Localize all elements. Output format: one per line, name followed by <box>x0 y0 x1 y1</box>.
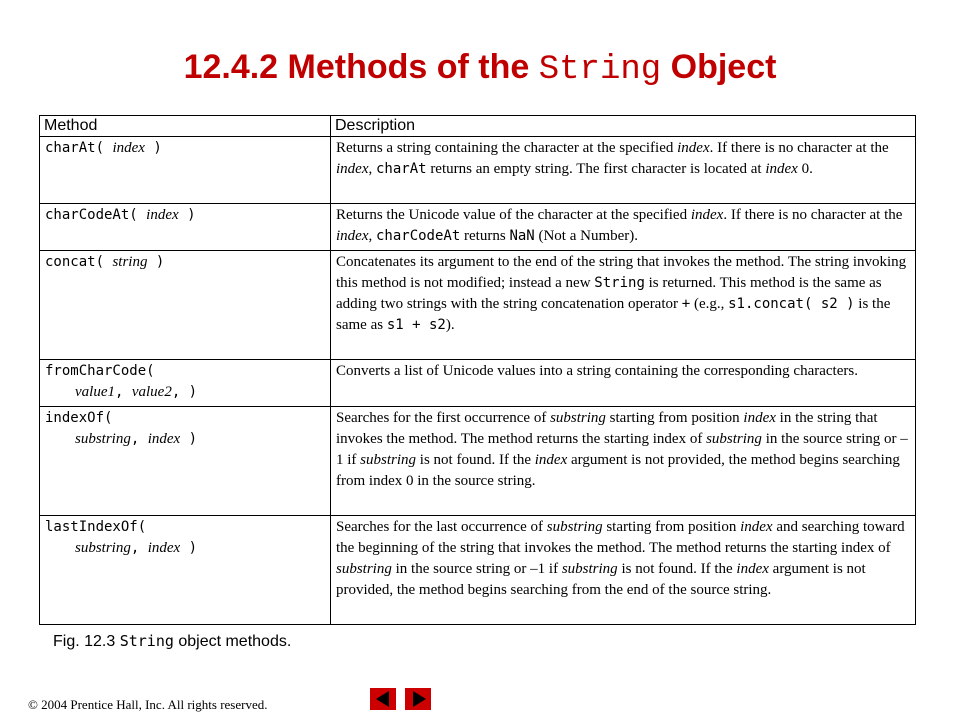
description-cell <box>331 137 916 204</box>
method-arg: substring <box>75 540 131 556</box>
desc-text: Returns a string containing the character at the specified <box>336 140 678 156</box>
desc-text: returns <box>460 228 510 244</box>
table-row <box>40 251 916 360</box>
caption-text-end: object methods. <box>173 633 292 650</box>
table-header-row <box>40 116 916 137</box>
desc-text: in the source string or –1 if <box>336 431 908 468</box>
method-sep: , <box>114 384 132 400</box>
desc-italic: substring <box>360 452 417 468</box>
method-cell <box>40 204 331 251</box>
page-title <box>0 48 960 89</box>
method-cell <box>40 360 331 407</box>
desc-code: s1.concat( s2 ) <box>728 296 855 312</box>
desc-italic: substring <box>706 431 762 447</box>
title-text-end: Object <box>661 48 777 86</box>
table-row <box>40 360 916 407</box>
description-cell <box>331 204 916 251</box>
desc-text: (Not a Number). <box>534 228 639 244</box>
table-row <box>40 407 916 516</box>
desc-text: Returns the Unicode value of the character at the specified <box>336 207 691 223</box>
desc-italic: substring <box>546 519 603 535</box>
desc-code: String <box>594 275 645 291</box>
table-row <box>40 516 916 625</box>
table-row <box>40 137 916 204</box>
desc-italic: index <box>336 228 369 244</box>
desc-text: in the string that invokes the method. The method returns the starting index of <box>336 410 878 447</box>
desc-italic: substring <box>561 561 618 577</box>
method-arg: index <box>112 140 145 156</box>
description-cell <box>331 516 916 625</box>
table-row <box>40 204 916 251</box>
title-text: 12.4.2 Methods of the <box>183 48 539 86</box>
figure-caption <box>53 632 291 651</box>
method-arg: index <box>147 540 181 556</box>
description-cell <box>331 407 916 516</box>
method-arg: index <box>147 431 181 447</box>
desc-italic: index <box>336 161 369 177</box>
method-cell <box>40 516 331 625</box>
caption-text: Fig. 12.3 <box>53 633 120 650</box>
method-name: charCodeAt( <box>45 207 147 223</box>
right-arrow-icon <box>413 691 426 707</box>
desc-text: argument is not provided, the method begins searching from index 0 in the source string. <box>336 452 900 489</box>
method-args-line <box>45 538 326 559</box>
desc-text: . If there is no character at the <box>709 140 889 156</box>
desc-code: + <box>681 296 691 312</box>
left-arrow-icon <box>376 691 389 707</box>
desc-italic: index <box>765 161 798 177</box>
desc-text: , <box>368 228 376 244</box>
caption-code: String <box>119 632 174 650</box>
desc-text: . If there is no character at the <box>723 207 903 223</box>
desc-text: is the same as <box>336 296 891 333</box>
method-cell <box>40 407 331 516</box>
method-args-line <box>45 382 326 403</box>
title-code: String <box>538 51 662 89</box>
desc-italic: index <box>534 452 568 468</box>
method-name: lastIndexOf( <box>45 519 147 535</box>
desc-italic: index <box>690 207 724 223</box>
method-name: indexOf( <box>45 410 113 426</box>
description-cell <box>331 251 916 360</box>
desc-text: in the source string or –1 if <box>391 561 562 577</box>
method-arg: value2 <box>131 384 172 400</box>
desc-text: Searches for the last occurrence of <box>336 519 547 535</box>
desc-text: Converts a list of Unicode values into a string containing the corresponding characters. <box>336 363 858 379</box>
previous-slide-button[interactable] <box>370 688 396 710</box>
desc-text: (e.g., <box>690 296 729 312</box>
method-close: , ) <box>171 384 198 400</box>
desc-text: Concatenates its argument to the end of the string that invokes the method. The string invoking this method is not modified; instead a new <box>336 254 907 291</box>
method-close: ) <box>147 254 165 270</box>
desc-italic: substring <box>550 410 606 426</box>
desc-text: Searches for the first occurrence of <box>336 410 551 426</box>
desc-text: is returned. This method is the same as adding two strings with the string concatenation operator <box>336 275 882 312</box>
method-close: ) <box>144 140 162 156</box>
method-cell <box>40 251 331 360</box>
method-close: ) <box>180 431 198 447</box>
desc-code: charAt <box>375 161 427 177</box>
method-arg: index <box>146 207 179 223</box>
method-name: concat( <box>45 254 113 270</box>
desc-code: charCodeAt <box>375 228 461 244</box>
header-method: Method <box>40 116 331 137</box>
desc-code: s1 + s2 <box>386 317 446 333</box>
desc-italic: index <box>743 410 776 426</box>
desc-text: and searching toward the beginning of the string that invokes the method. The method returns the starting index of <box>336 519 905 556</box>
desc-italic: index <box>736 561 769 577</box>
desc-italic: index <box>677 140 710 156</box>
method-arg: substring <box>75 431 131 447</box>
methods-table <box>39 115 916 625</box>
method-sep: , <box>130 431 148 447</box>
header-description: Description <box>331 116 916 137</box>
desc-text: 0. <box>797 161 813 177</box>
method-close: ) <box>178 207 196 223</box>
method-args-line <box>45 429 326 450</box>
method-sep: , <box>130 540 148 556</box>
copyright-footer: © 2004 Prentice Hall, Inc. All rights reserved. <box>28 697 268 712</box>
desc-text: starting from position <box>602 519 741 535</box>
desc-text: , <box>368 161 376 177</box>
desc-italic: index <box>740 519 773 535</box>
next-slide-button[interactable] <box>405 688 431 710</box>
description-cell <box>331 360 916 407</box>
desc-text: ). <box>445 317 455 333</box>
desc-code: NaN <box>509 228 535 244</box>
method-name: fromCharCode( <box>45 363 155 379</box>
desc-text: is not found. If the <box>416 452 535 468</box>
method-arg: value1 <box>75 384 115 400</box>
desc-italic: substring <box>336 561 392 577</box>
method-name: charAt( <box>45 140 113 156</box>
method-cell <box>40 137 331 204</box>
method-arg: string <box>112 254 148 270</box>
desc-text: returns an empty string. The first character is located at <box>426 161 766 177</box>
desc-text: is not found. If the <box>617 561 737 577</box>
method-close: ) <box>180 540 198 556</box>
desc-text: argument is not provided, the method begins searching from the end of the source string. <box>336 561 866 598</box>
desc-text: starting from position <box>605 410 744 426</box>
